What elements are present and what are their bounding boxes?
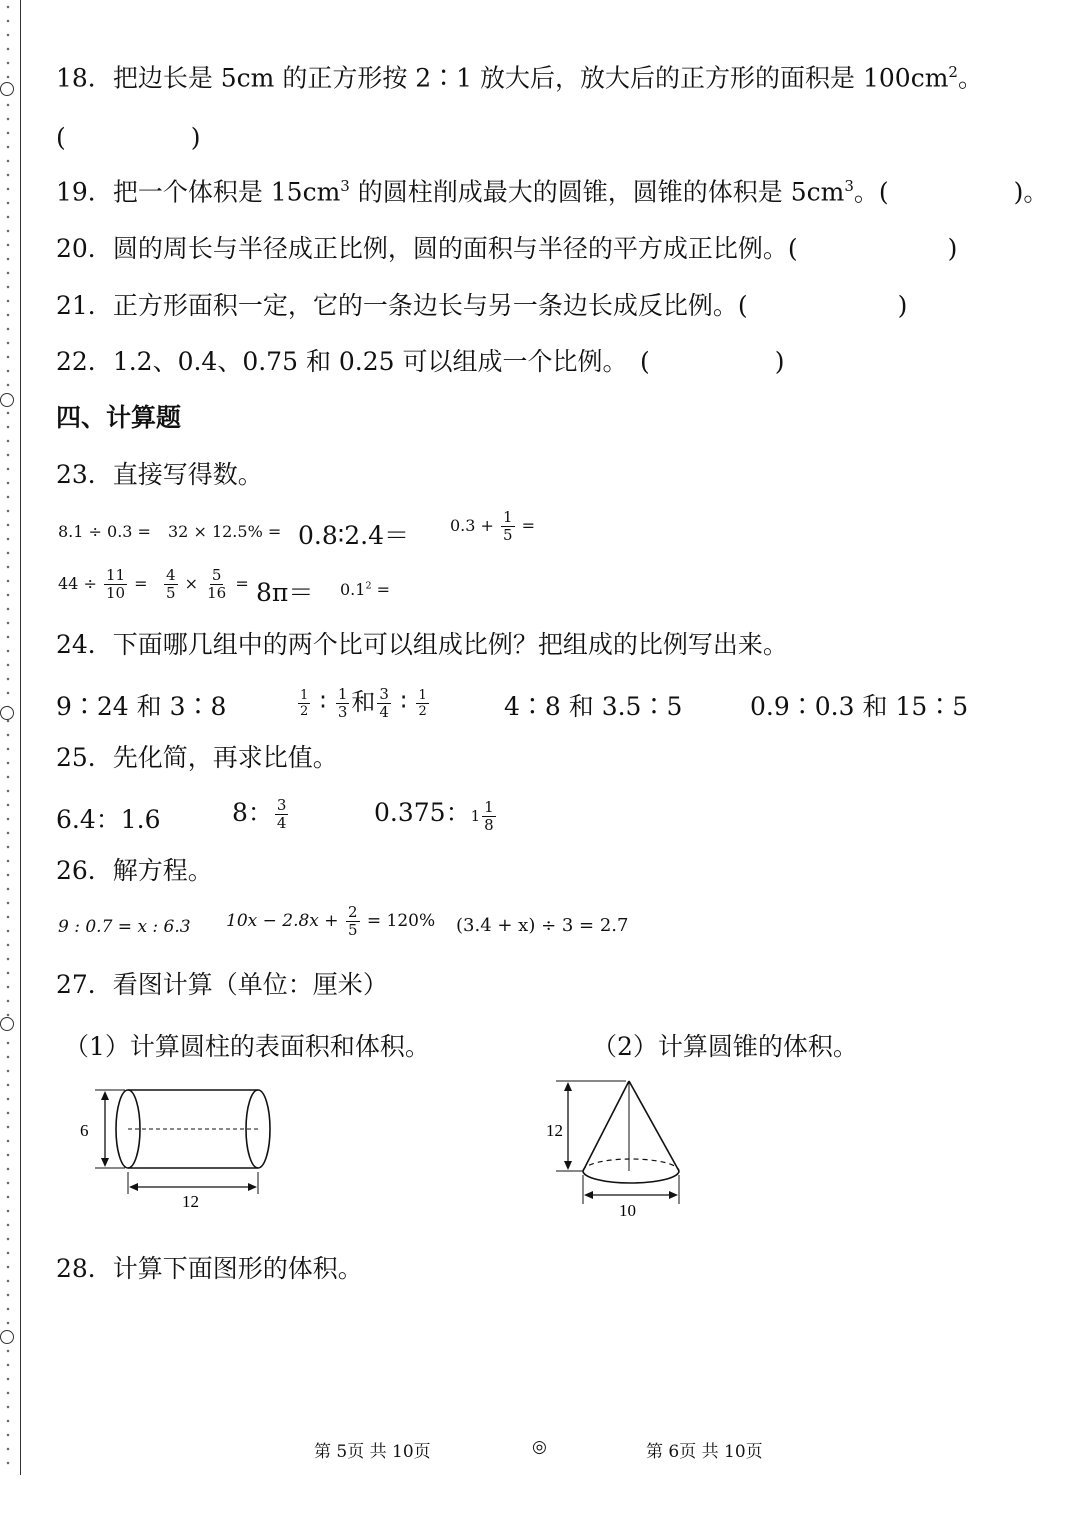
q25-item-2: 8： $\frac{3}{4}$ xyxy=(232,796,287,832)
footer-page-right: 第 6页 共 10页 xyxy=(646,1442,763,1462)
q23-item-7: 8π＝ xyxy=(256,578,314,607)
cone-height-label: 12 xyxy=(546,1121,563,1140)
q26-equation-3: (3.4 + x) ÷ 3 = 2.7 xyxy=(456,915,629,936)
fraction: $\frac{3}{4}$ xyxy=(276,796,287,832)
q23-item-2: 32 × 12.5% = xyxy=(168,522,282,541)
footer-page-left: 第 5页 共 10页 xyxy=(314,1442,431,1462)
binding-circle-icon xyxy=(0,393,14,407)
question-26-title: 26．解方程。 xyxy=(56,856,213,885)
cylinder-length-label: 12 xyxy=(182,1192,199,1211)
binding-dotted-line xyxy=(4,0,12,1475)
question-25-title: 25．先化简，再求比值。 xyxy=(56,743,338,772)
cylinder-height-label: 6 xyxy=(80,1121,89,1140)
cone-base-label: 10 xyxy=(619,1201,636,1220)
question-27-title: 27．看图计算（单位：厘米） xyxy=(56,970,388,999)
question-18-answer-paren[interactable]: ( ) xyxy=(56,123,201,152)
q23-item-1: 8.1 ÷ 0.3 = xyxy=(58,522,151,541)
question-19: 19．把一个体积是 $15cm^3$ 的圆柱削成最大的圆锥，圆锥的体积是 $5cm^3$。( )。 xyxy=(56,177,1049,207)
q23-item-8: $0.1^2$ = xyxy=(340,580,391,599)
cone-base-back xyxy=(583,1159,679,1171)
section-heading: 四、计算题 xyxy=(56,403,182,432)
question-24-title: 24．下面哪几组中的两个比可以组成比例？把组成的比例写出来。 xyxy=(56,630,788,659)
binding-circle-icon xyxy=(0,82,14,96)
q23-item-3: 0.8∶2.4＝ xyxy=(298,521,410,550)
fraction: $\frac{5}{16}$ xyxy=(207,566,227,602)
fraction: $\frac{3}{4}$ xyxy=(379,685,389,721)
q27-subquestion-2: （2）计算圆锥的体积。 xyxy=(592,1032,858,1061)
q24-group-4: 0.9∶0.3 和 15∶5 xyxy=(750,692,969,721)
mixed-number: 1 $\frac{1}{8}$ xyxy=(470,797,494,834)
q26-equation-1: 9 : 0.7 = x : 6.3 xyxy=(58,917,191,937)
fraction: $\frac{1}{2}$ xyxy=(300,688,309,719)
q23-item-5: 44 ÷ $\frac{11}{10}$ = xyxy=(58,566,148,602)
binding-circle-icon xyxy=(0,1017,14,1031)
fraction: $\frac{11}{10}$ xyxy=(105,566,126,602)
cone-base-front xyxy=(583,1171,679,1183)
fraction: $\frac{1}{5}$ xyxy=(503,508,513,544)
q26-equation-2: 10x − 2.8x + $\frac{2}{5}$ = 120% xyxy=(226,903,436,939)
footer-center-mark: ◎ xyxy=(532,1437,547,1457)
fraction: $\frac{1}{2}$ xyxy=(418,688,427,719)
question-23-title: 23．直接写得数。 xyxy=(56,460,263,489)
question-20: 20．圆的周长与半径成正比例，圆的面积与半径的平方成正比例。( ) xyxy=(56,234,958,263)
cylinder-figure xyxy=(70,1082,290,1212)
q23-item-4: 0.3 + $\frac{1}{5}$ = xyxy=(450,508,536,544)
binding-line xyxy=(20,0,21,1475)
binding-circle-icon xyxy=(0,1330,14,1344)
q24-group-1: 9∶24 和 3∶8 xyxy=(56,692,227,721)
q24-group-2: $\frac{1}{2}$ ∶ $\frac{1}{3}$ 和 $\frac{3}{4}$ ∶ $\frac{1}{2}$ xyxy=(300,685,427,721)
q24-group-3: 4∶8 和 3.5∶5 xyxy=(504,692,683,721)
binding-circle-icon xyxy=(0,706,14,720)
question-28-title: 28．计算下面图形的体积。 xyxy=(56,1254,363,1283)
q25-item-1: 6.4：1.6 xyxy=(56,805,161,834)
question-18: 18．把边长是 5cm 的正方形按 2∶1 放大后，放大后的正方形的面积是 $100cm^2$。 xyxy=(56,63,983,93)
q23-item-6: $\frac{4}{5}$ × $\frac{5}{16}$ = xyxy=(166,566,249,602)
fraction: $\frac{1}{8}$ xyxy=(484,797,494,834)
question-22: 22．1.2、0.4、0.75 和 0.25 可以组成一个比例。 ( ) xyxy=(56,347,785,376)
fraction: $\frac{1}{3}$ xyxy=(337,685,348,721)
question-21: 21．正方形面积一定，它的一条边长与另一条边长成反比例。( ) xyxy=(56,291,908,320)
cone-figure xyxy=(540,1074,700,1224)
fraction: $\frac{2}{5}$ xyxy=(347,903,358,939)
q25-item-3: 0.375： 1 $\frac{1}{8}$ xyxy=(374,793,498,833)
q27-subquestion-1: （1）计算圆柱的表面积和体积。 xyxy=(64,1032,430,1061)
fraction: $\frac{4}{5}$ xyxy=(166,566,176,602)
